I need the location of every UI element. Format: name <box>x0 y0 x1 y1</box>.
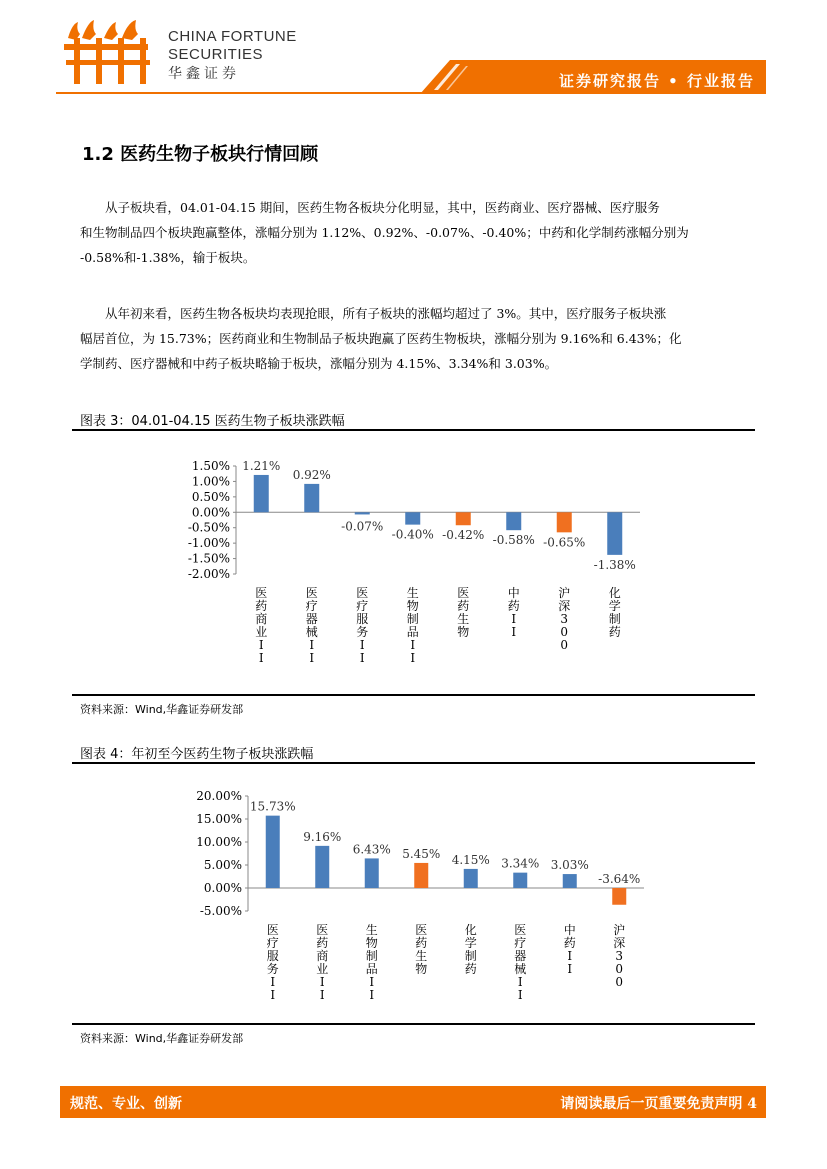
figure-3-bottom-rule <box>72 694 755 696</box>
paragraph-1-line: 和生物制品四个板块跑赢整体，涨幅分别为 1.12%、0.92%、-0.07%、-0.40%；中药和化学制药涨幅分别为 <box>80 225 689 240</box>
figure-4-title: 图表 4：年初至今医药生物子板块涨跌幅 <box>80 747 314 762</box>
bar <box>456 512 471 525</box>
footer-disclaimer: 请阅读最后一页重要免责声明 4 <box>560 1096 757 1112</box>
figure-3-top-rule <box>72 429 755 431</box>
brand-name-en-line1: CHINA FORTUNE <box>168 28 297 45</box>
y-tick-label: -5.00% <box>199 904 242 918</box>
y-tick-label: 20.00% <box>196 789 242 803</box>
figure-3-source: 资料来源：Wind,华鑫证券研发部 <box>80 703 244 716</box>
figure-4-bottom-rule <box>72 1023 755 1025</box>
category-label: 化学制药 <box>464 923 477 976</box>
category-label: 医疗器械 I I <box>305 586 318 665</box>
category-label: 中药 I I <box>563 923 576 976</box>
section-title: 1.2 医药生物子板块行情回顾 <box>82 144 319 165</box>
figure-3-title: 图表 3：04.01-04.15 医药生物子板块涨跌幅 <box>80 414 345 429</box>
category-label: 医药生物 <box>457 586 470 639</box>
data-label: 1.21% <box>242 458 281 473</box>
paragraph-2 <box>80 301 752 376</box>
data-label: 4.15% <box>451 852 490 867</box>
data-label: -0.42% <box>442 528 485 543</box>
paragraph-1-line: 从子板块看，04.01-04.15 期间，医药生物各板块分化明显，其中，医药商业、医疗器械、医疗服务 <box>105 200 660 215</box>
bar <box>464 869 478 888</box>
bar <box>513 873 527 888</box>
y-tick-label: -0.50% <box>187 520 230 535</box>
bar <box>266 816 280 888</box>
category-label: 生物制品 I I <box>406 586 419 665</box>
y-tick-label: 0.50% <box>191 489 230 504</box>
category-label: 医疗服务 I I <box>356 586 369 665</box>
figure-4-source: 资料来源：Wind,华鑫证券研发部 <box>80 1032 244 1045</box>
data-label: 6.43% <box>352 842 391 857</box>
header-divider <box>56 92 766 94</box>
y-tick-label: -2.00% <box>187 567 230 581</box>
category-label: 中药 I I <box>507 586 520 639</box>
figure-3-chart <box>160 445 680 685</box>
bar <box>254 475 269 512</box>
bar <box>405 512 420 524</box>
figure-4-top-rule <box>72 762 755 764</box>
footer-slogan: 规范、专业、创新 <box>70 1096 182 1112</box>
y-tick-label: 0.00% <box>203 881 242 895</box>
data-label: -0.07% <box>341 519 384 534</box>
brand-name-en-line2: SECURITIES <box>168 46 264 63</box>
y-tick-label: 10.00% <box>196 835 242 849</box>
data-label: 15.73% <box>249 799 296 814</box>
bar <box>355 512 370 514</box>
category-label: 化学制药 <box>608 586 621 639</box>
data-label: 9.16% <box>303 829 342 844</box>
category-label: 沪深 3 0 0 <box>558 586 571 652</box>
y-tick-label: -1.50% <box>187 551 230 566</box>
category-label: 生物制品 I I <box>365 923 378 1002</box>
bar <box>563 874 577 888</box>
y-tick-label: -1.00% <box>187 536 230 551</box>
data-label: 0.92% <box>292 467 331 482</box>
bar <box>607 512 622 555</box>
bar <box>365 858 379 888</box>
bar <box>304 484 319 512</box>
y-tick-label: 15.00% <box>196 812 242 826</box>
category-label: 医疗器械 I I <box>514 923 527 1002</box>
y-tick-label: 1.00% <box>191 474 230 489</box>
paragraph-2-line: 学制药、医疗器械和中药子板块略输于板块，涨幅分别为 4.15%、3.34%和 3.03%。 <box>80 356 558 371</box>
bar <box>506 512 521 530</box>
y-tick-label: 5.00% <box>203 858 242 872</box>
category-label: 医药生物 <box>415 923 428 976</box>
data-label: 5.45% <box>402 846 441 861</box>
bar <box>557 512 572 532</box>
y-tick-label: 0.00% <box>191 505 230 520</box>
category-label: 医疗服务 I I <box>266 923 279 1002</box>
data-label: 3.34% <box>501 856 540 871</box>
brand-name-cn: 华鑫证券 <box>168 66 240 82</box>
category-label: 沪深 3 0 0 <box>613 923 626 989</box>
paragraph-1 <box>80 195 752 270</box>
data-label: -0.65% <box>543 535 586 550</box>
report-type-label: 证券研究报告 • 行业报告 <box>558 72 755 90</box>
data-label: -3.64% <box>598 872 641 886</box>
paragraph-1-line: -0.58%和-1.38%，输于板块。 <box>80 250 256 265</box>
y-tick-label: 1.50% <box>191 459 230 473</box>
paragraph-2-line: 从年初来看，医药生物各板块均表现抢眼，所有子板块的涨幅均超过了 3%。其中，医疗服务子板块涨 <box>105 306 667 321</box>
bar <box>612 888 626 905</box>
company-logo <box>62 20 162 86</box>
category-label: 医药商业 I I <box>316 923 329 1002</box>
figure-4-chart <box>170 780 670 1010</box>
data-label: 3.03% <box>550 858 589 873</box>
category-label: 医药商业 I I <box>255 586 268 665</box>
bar <box>315 846 329 888</box>
paragraph-2-line: 幅居首位，为 15.73%；医药商业和生物制品子板块跑赢了医药生物板块，涨幅分别为 9.16%和 6.43%；化 <box>80 331 682 346</box>
data-label: -0.40% <box>391 527 434 542</box>
data-label: -1.38% <box>593 557 636 572</box>
bar <box>414 863 428 888</box>
data-label: -0.58% <box>492 533 535 548</box>
